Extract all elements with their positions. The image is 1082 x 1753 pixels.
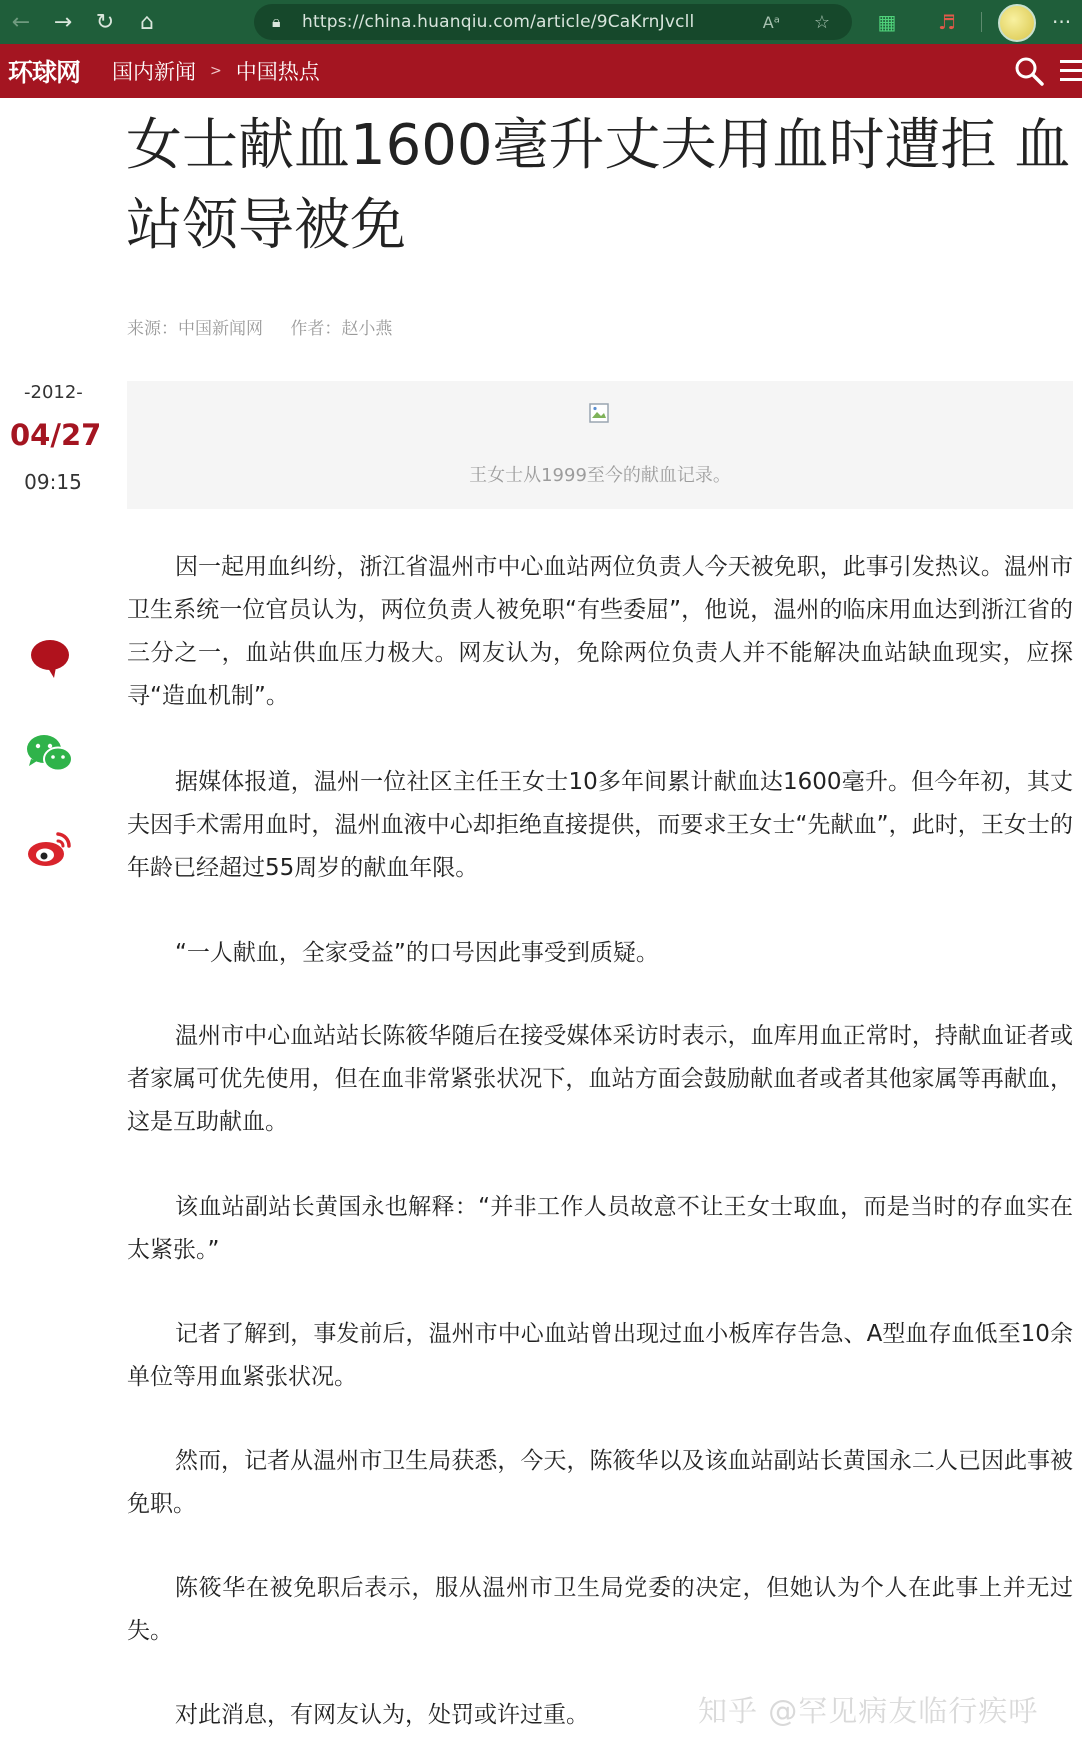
lock-icon: 🔒︎: [272, 12, 281, 31]
toolbar-divider: [981, 12, 982, 32]
article-source: 来源：中国新闻网: [127, 319, 263, 339]
paragraph: 该血站副站长黄国永也解释：“并非工作人员故意不让王女士取血，而是当时的存血实在太紧张。”: [127, 1194, 1073, 1263]
image-caption: 王女士从1999至今的献血记录。: [469, 465, 731, 486]
article-author: 作者：赵小燕: [290, 319, 393, 339]
wechat-icon[interactable]: [24, 728, 76, 780]
broken-image-icon: [589, 403, 609, 423]
back-arrow-icon[interactable]: ←: [11, 9, 31, 35]
breadcrumb-separator: >: [210, 63, 222, 79]
profile-avatar[interactable]: [998, 4, 1036, 42]
read-aloud-icon[interactable]: Aᵃ: [762, 12, 780, 32]
browser-more-icon[interactable]: ···: [1052, 10, 1072, 34]
menu-icon[interactable]: [1060, 60, 1082, 82]
paragraph: 温州市中心血站站长陈筱华随后在接受媒体采访时表示，血库用血正常时，持献血证者或者家属可优先使用，但在血非常紧张状况下，血站方面会鼓励献血者或者其他家属等再献血，这是互助献血。: [127, 1023, 1073, 1135]
article-meta: [127, 314, 414, 339]
weibo-icon[interactable]: [24, 822, 76, 874]
article-title: 女士献血1600毫升丈夫用血时遭拒 血站领导被免: [126, 113, 1071, 258]
address-bar[interactable]: [254, 4, 852, 40]
add-favorite-icon[interactable]: ☆: [813, 11, 830, 33]
paragraph: “一人献血，全家受益”的口号因此事受到质疑。: [175, 940, 659, 966]
zhihu-watermark: 知乎 @罕见病友临行疾呼: [698, 1694, 1039, 1728]
comment-icon[interactable]: [24, 632, 76, 684]
paragraph: 因一起用血纠纷，浙江省温州市中心血站两位负责人今天被免职，此事引发热议。温州市卫生系统一位官员认为，两位负责人被免职“有些委屈”，他说，温州的临床用血达到浙江省的三分之一，血站供血压力极大。网友认为，免除两位负责人并不能解决血站缺血现实，应探寻“造血机制”。: [127, 554, 1073, 709]
date-year: -2012-: [24, 382, 83, 403]
paragraph: 记者了解到，事发前后，温州市中心血站曾出现过血小板库存告急、A型血存血低至10余单位等用血紧张状况。: [127, 1321, 1073, 1390]
extension-speaker-icon[interactable]: ♬: [938, 10, 956, 34]
browser-toolbar: [0, 0, 1082, 44]
url-text[interactable]: https://china.huanqiu.com/article/9CaKrnJvcll: [302, 12, 695, 32]
site-logo[interactable]: 环球网: [8, 58, 81, 87]
site-header: [0, 44, 1082, 98]
extension-apps-icon[interactable]: ▦: [877, 10, 897, 34]
breadcrumb-domestic-news[interactable]: 国内新闻: [112, 60, 197, 84]
search-icon[interactable]: [1012, 54, 1046, 88]
refresh-icon[interactable]: ↻: [95, 9, 115, 35]
home-icon[interactable]: ⌂: [140, 9, 154, 35]
paragraph: 据媒体报道，温州一位社区主任王女士10多年间累计献血达1600毫升。但今年初，其丈夫因手术需用血时，温州血液中心却拒绝直接提供，而要求王女士“先献血”，此时，王女士的年龄已经超过55周岁的献血年限。: [127, 769, 1073, 881]
forward-arrow-icon[interactable]: →: [53, 9, 73, 35]
paragraph: 然而，记者从温州市卫生局获悉，今天，陈筱华以及该血站副站长黄国永二人已因此事被免职。: [127, 1448, 1073, 1517]
paragraph: 对此消息，有网友认为，处罚或许过重。: [175, 1702, 589, 1728]
article-image-box: [127, 381, 1073, 509]
breadcrumb-china-hotspot[interactable]: 中国热点: [235, 60, 320, 84]
date-time: 09:15: [24, 470, 82, 494]
paragraph: 陈筱华在被免职后表示，服从温州市卫生局党委的决定，但她认为个人在此事上并无过失。: [127, 1575, 1073, 1644]
date-month-day: 04/27: [10, 418, 102, 452]
